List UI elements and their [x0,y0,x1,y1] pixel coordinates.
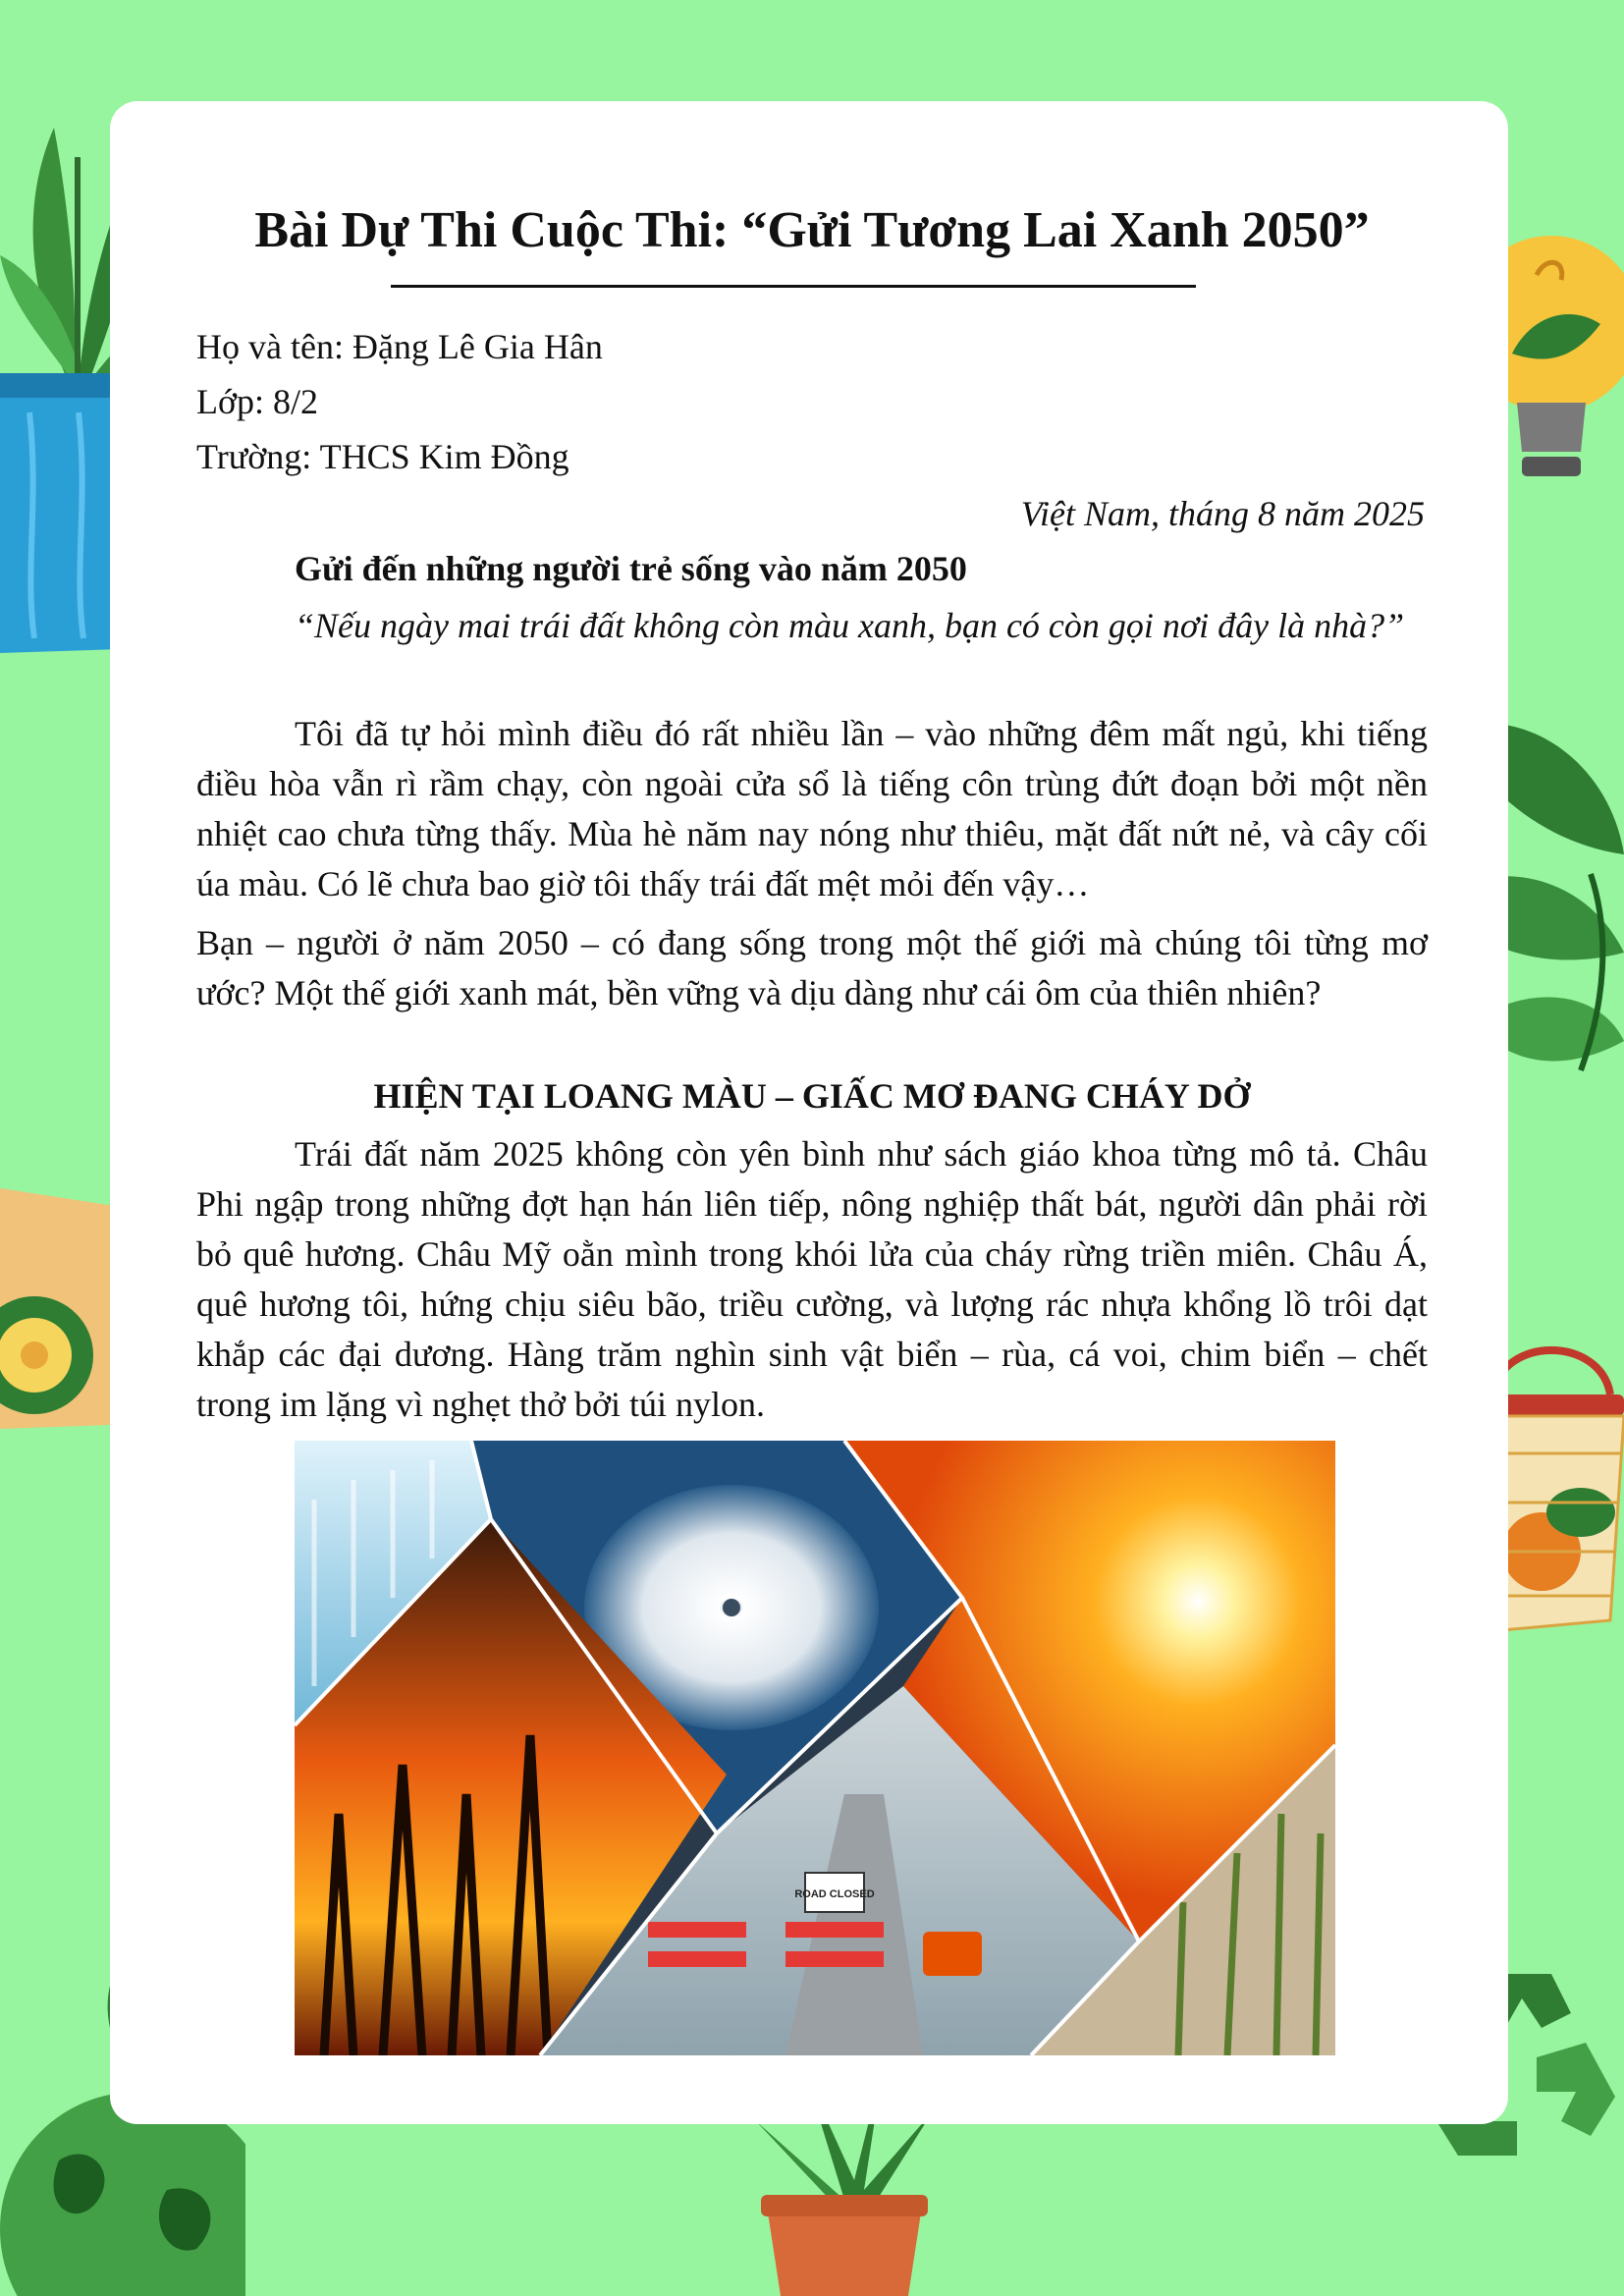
student-school: Trường: THCS Kim Đồng [196,437,569,476]
student-name: Họ và tên: Đặng Lê Gia Hân [196,327,603,366]
paragraph-2: Bạn – người ở năm 2050 – có đang sống trong một thế giới mà chúng tôi từng mơ ước? Một thế giới xanh mát, bền vững và dịu dàng như cái ôm của thiên nhiên? [196,923,1428,1012]
section-heading: HIỆN TẠI LOANG MÀU – GIẤC MƠ ĐANG CHÁY DỞ [373,1076,1251,1116]
paragraph-3: Trái đất năm 2025 không còn yên bình như sách giáo khoa từng mô tả. Châu Phi ngập trong những đợt hạn hán liên tiếp, nông nghiệp thất bát, người dân phải rời bỏ quê hương. Châu Mỹ oằn mình trong khói lửa của cháy rừng triền miên. Châu Á, quê hương tôi, hứng chịu siêu bão, triều cường, và lượng rác nhựa khổng lồ trôi dạt khắp các đại dương. Hàng trăm nghìn sinh vật biển – rùa, cá voi, chim biển – chết trong im lặng vì nghẹt thở bởi túi nylon. [196,1134,1428,1424]
date-place: Việt Nam, tháng 8 năm 2025 [1020,494,1425,533]
letter-greeting: Gửi đến những người trẻ sống vào năm 2050 [295,549,967,588]
climate-collage-image [295,1441,1335,2055]
paragraph-1: Tôi đã tự hỏi mình điều đó rất nhiều lần – vào những đêm mất ngủ, khi tiếng điều hòa vẫn rì rầm chạy, còn ngoài cửa sổ là tiếng côn trùng đứt đoạn bởi một nền nhiệt cao chưa từng thấy. Mùa hè năm nay nóng như thiêu, mặt đất nứt nẻ, và cây cối úa màu. Có lẽ chưa bao giờ tôi thấy trái đất mệt mỏi đến vậy… [196,714,1428,903]
student-class: Lớp: 8/2 [196,382,319,421]
title-underline [391,285,1196,288]
road-closed-sign: ROAD CLOSED [794,1888,875,1900]
opening-quote: “Nếu ngày mai trái đất không còn màu xanh, bạn có còn gọi nơi đây là nhà?” [295,606,1405,645]
page-title: Bài Dự Thi Cuộc Thi: “Gửi Tương Lai Xanh 2050” [254,202,1370,258]
